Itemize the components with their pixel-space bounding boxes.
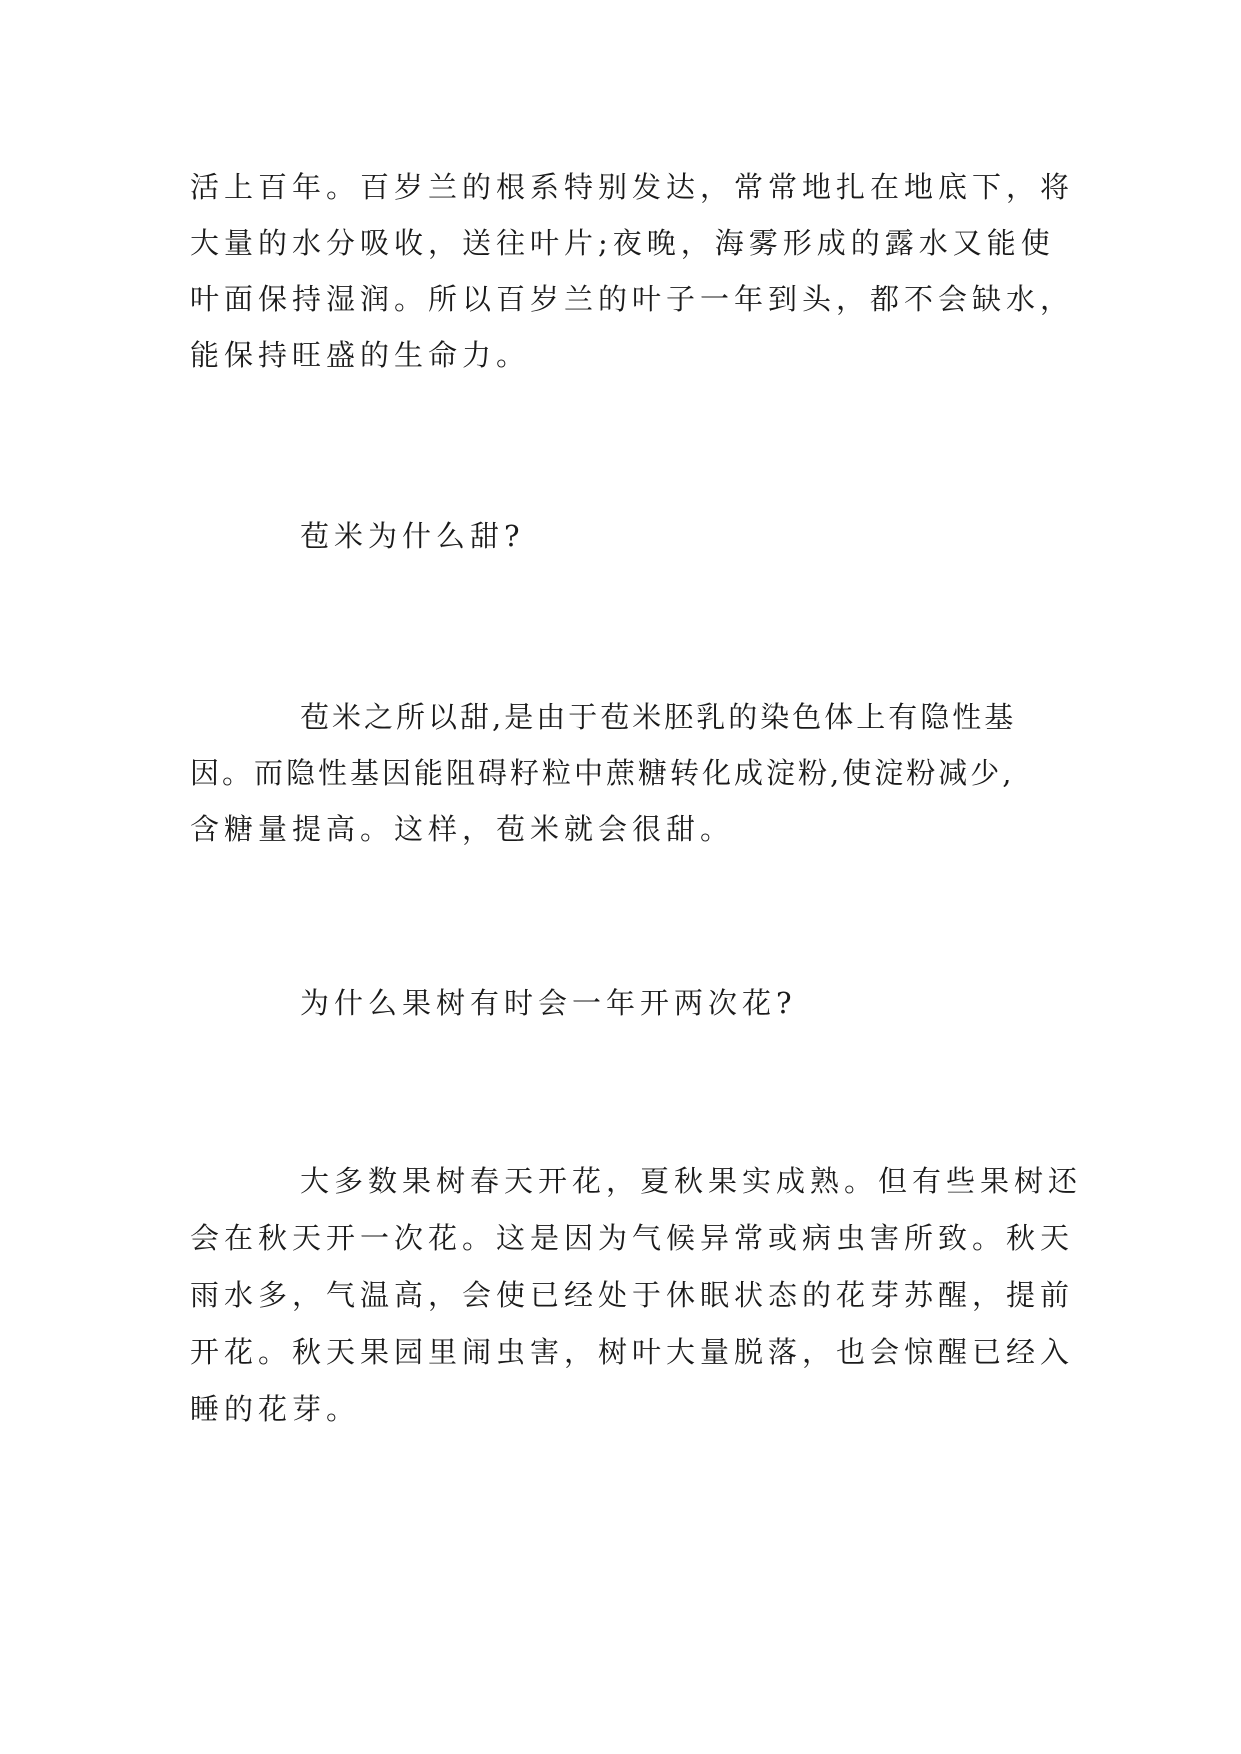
paragraph-line: 叶面保持湿润。所以百岁兰的叶子一年到头，都不会缺水，: [190, 282, 1075, 316]
paragraph-line: 睡的花芽。: [190, 1392, 361, 1426]
paragraph-line: 大多数果树春天开花，夏秋果实成熟。但有些果树还: [300, 1164, 1083, 1198]
paragraph-line: 雨水多，气温高，会使已经处于休眠状态的花芽苏醒，提前: [190, 1278, 1075, 1312]
paragraph-line: 开花。秋天果园里闹虫害，树叶大量脱落，也会惊醒已经入: [190, 1335, 1075, 1369]
paragraph-line: 会在秋天开一次花。这是因为气候异常或病虫害所致。秋天: [190, 1221, 1075, 1255]
section-heading-corn: 苞米为什么甜?: [300, 519, 525, 553]
paragraph-line: 因。而隐性基因能阻碍籽粒中蔗糖转化成淀粉,使淀粉减少,: [190, 756, 1015, 790]
paragraph-line: 苞米之所以甜,是由于苞米胚乳的染色体上有隐性基: [300, 700, 1017, 734]
section-heading-fruit-tree: 为什么果树有时会一年开两次花?: [300, 986, 797, 1020]
paragraph-line: 能保持旺盛的生命力。: [190, 338, 531, 372]
paragraph-line: 含糖量提高。这样，苞米就会很甜。: [190, 812, 735, 846]
paragraph-line: 大量的水分吸收，送往叶片;夜晚，海雾形成的露水又能使: [190, 226, 1055, 260]
paragraph-line: 活上百年。百岁兰的根系特别发达，常常地扎在地底下，将: [190, 170, 1075, 204]
